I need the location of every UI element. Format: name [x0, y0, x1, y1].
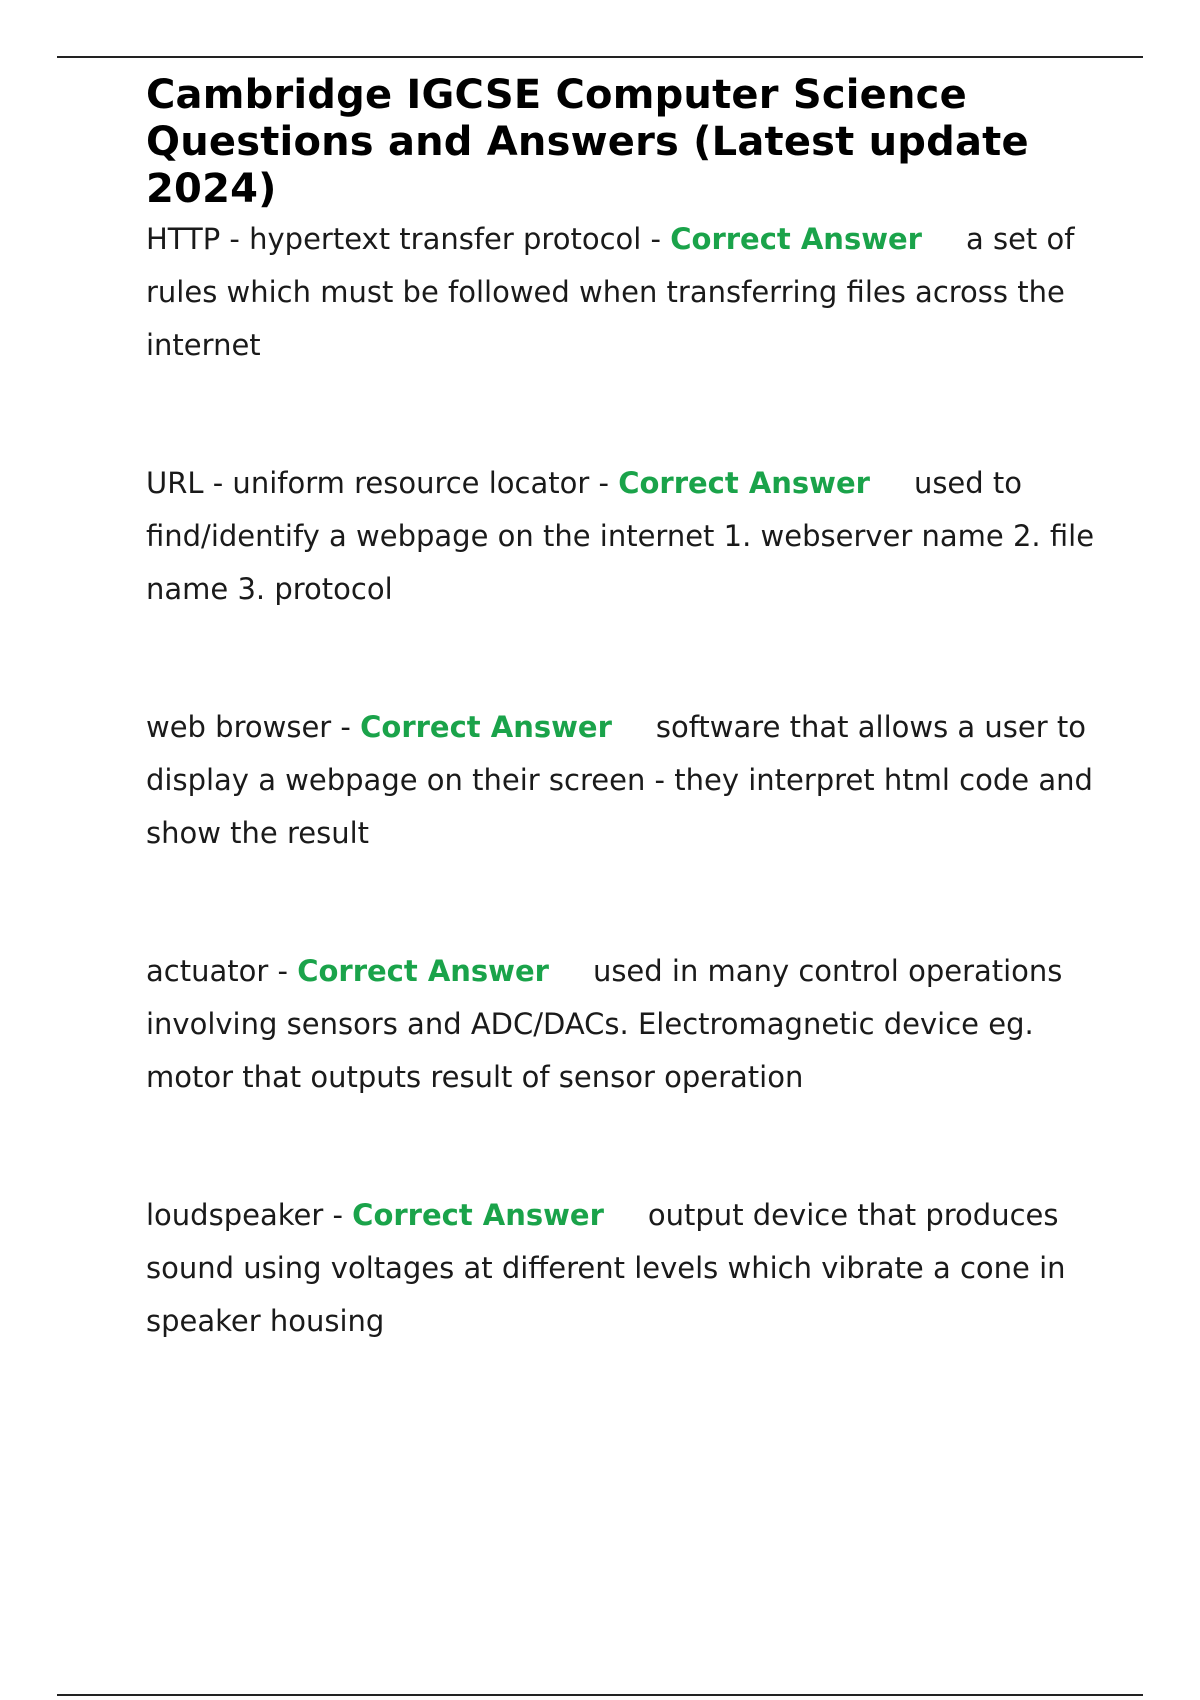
- qa-term: loudspeaker -: [146, 1198, 353, 1232]
- document-title: Cambridge IGCSE Computer Science Questions and Answers (Latest update 2024): [146, 72, 1029, 212]
- correct-answer-label: Correct Answer: [618, 466, 870, 500]
- qa-item-actuator: [146, 945, 1106, 1104]
- correct-answer-label: Correct Answer: [352, 1198, 604, 1232]
- qa-answer: a set of rules which must be followed when transferring files across the internet: [146, 222, 1075, 362]
- qa-item-web-browser: [146, 701, 1106, 860]
- qa-item-url: [146, 457, 1106, 616]
- correct-answer-label: Correct Answer: [670, 222, 922, 256]
- qa-item-loudspeaker: [146, 1189, 1106, 1348]
- qa-term: web browser -: [146, 710, 361, 744]
- qa-answer: used to find/identify a webpage on the internet 1. webserver name 2. file name 3. protocol: [146, 466, 1095, 606]
- correct-answer-label: Correct Answer: [297, 954, 549, 988]
- qa-term: actuator -: [146, 954, 298, 988]
- qa-answer: output device that produces sound using voltages at different levels which vibrate a cone in speaker housing: [146, 1198, 1066, 1338]
- qa-answer: used in many control operations involving sensors and ADC/DACs. Electromagnetic device eg. motor that outputs result of sensor operation: [146, 954, 1063, 1094]
- qa-answer: software that allows a user to display a webpage on their screen - they interpret html code and show the result: [146, 710, 1093, 850]
- bottom-rule: [57, 1694, 1143, 1696]
- document-body: [146, 72, 1106, 1348]
- qa-term: HTTP - hypertext transfer protocol -: [146, 222, 671, 256]
- qa-item-http: [146, 213, 1106, 372]
- correct-answer-label: Correct Answer: [360, 710, 612, 744]
- qa-term: URL - uniform resource locator -: [146, 466, 619, 500]
- top-rule: [57, 56, 1143, 58]
